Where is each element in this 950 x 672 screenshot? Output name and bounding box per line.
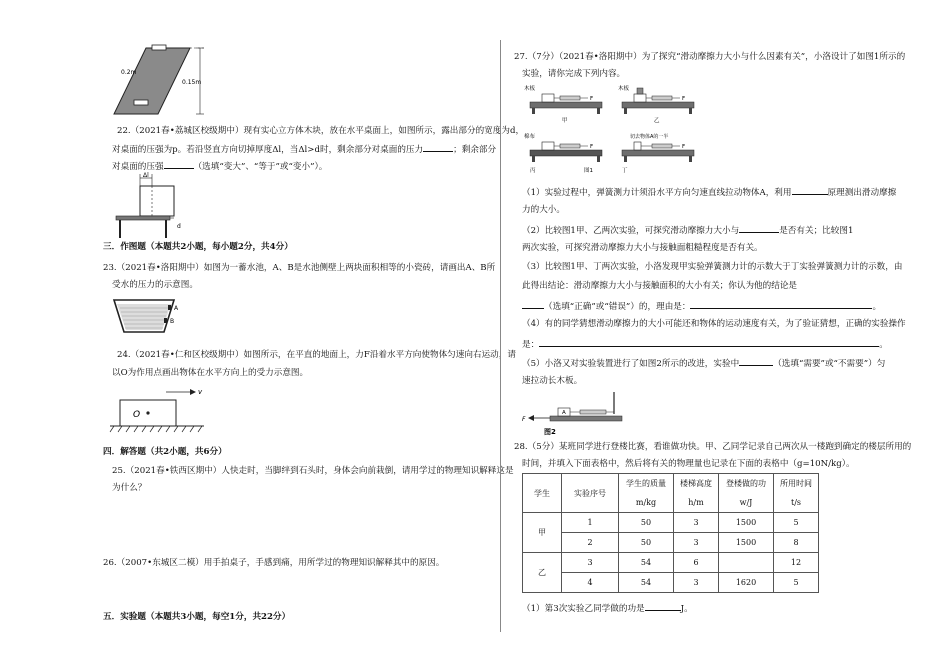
cell-work-empty[interactable] <box>719 553 774 573</box>
cell-mass: 54 <box>619 573 674 593</box>
label-fig2: 图2 <box>544 428 556 436</box>
q27-line1: 27.（7分）（2021春•洛阳期中）为了探究“滑动摩擦力大小与什么因素有关”，小洛设计了如图1所示的 <box>514 52 906 62</box>
label-f-2: F <box>682 96 686 102</box>
label-fig1: 图1 <box>584 168 593 174</box>
label-f: F <box>522 416 526 423</box>
q28-line2: 时间，并填入下面表格中，然后将有关的物理量也记录在下面的表格中（g=10N/kg）。 <box>522 459 855 469</box>
q27-p3-line3: （选填“正确”或“错误”）的，理由是： 。 <box>522 299 881 313</box>
q25-line1: 25.（2021春•铁西区期中）人快走时，当脚绊到石头时，身体会向前栽倒，请用学过的物理知识解释这是 <box>112 466 514 476</box>
header-mass: 学生的质量 <box>619 474 674 494</box>
table-row <box>523 513 819 533</box>
section-3-heading: 三．作图题（本题共2小题，每小题2分，共4分） <box>103 242 293 252</box>
q27-line2: 实验，请你完成下列内容。 <box>522 69 626 79</box>
label-o: O <box>133 410 141 420</box>
q27-p1-line2: 力的大小。 <box>522 205 565 215</box>
cube-table-figure <box>112 172 192 242</box>
q23-line1: 23.（2021春•洛阳期中）如图为一蓄水池，A、B是水池侧壁上两块面积相等的小瓷砖，请画出A、B所 <box>103 263 496 273</box>
cell-trial: 3 <box>562 553 619 573</box>
q22-line2: 对桌面的压强为p。若沿竖直方向切掉厚度Δl，当Δl>d时，剩余部分对桌面的压力 ；剩余部分 <box>112 142 496 156</box>
table-row <box>523 533 819 553</box>
label-yi: 乙 <box>654 118 660 124</box>
q27-blank-need[interactable] <box>739 356 773 366</box>
label-a: A <box>174 305 179 312</box>
label-v: v <box>198 388 203 396</box>
inclined-block-figure <box>112 40 212 120</box>
unit-mass: m/kg <box>619 493 674 513</box>
block-ground-figure <box>108 386 208 440</box>
unit-height: h/m <box>674 493 719 513</box>
cell-mass: 50 <box>619 513 674 533</box>
label-cut-half: 切去物体A的一半 <box>630 134 669 140</box>
table-row <box>523 573 819 593</box>
label-0-15m: 0.15m <box>182 79 202 86</box>
q23-line2: 受水的压力的示意图。 <box>112 280 198 290</box>
cell-mass: 50 <box>619 533 674 553</box>
cell-work: 1620 <box>719 573 774 593</box>
q22-line3: 对桌面的压强 （选填“变大”、“等于”或“变小”）。 <box>112 159 327 173</box>
q25-line2: 为什么？ <box>112 483 147 493</box>
q27-blank-principle[interactable] <box>792 185 828 195</box>
cell-trial: 4 <box>562 573 619 593</box>
cell-work: 1500 <box>719 513 774 533</box>
table-row <box>523 553 819 573</box>
label-jia: 甲 <box>562 118 568 124</box>
q27-p2-line1: （2）比较图1甲、乙两次实验，可探究滑动摩擦力大小与 是否有关；比较图1 <box>522 223 853 237</box>
q24-line2: 以O为作用点画出物体在水平方向上的受力示意图。 <box>112 368 309 378</box>
q27-p1-line1: （1）实验过程中，弹簧测力计须沿水平方向匀速直线拉动物体A，利用 原理测出滑动摩擦 <box>522 185 896 199</box>
cell-time: 5 <box>774 573 819 593</box>
label-a: A <box>562 410 566 416</box>
student-yi: 乙 <box>523 553 562 593</box>
cell-mass: 54 <box>619 553 674 573</box>
label-wood-1: 木板 <box>524 86 536 92</box>
cell-height: 3 <box>674 573 719 593</box>
friction-experiment-figure-2 <box>522 388 632 436</box>
q27-p3-line2: 此得出结论：滑动摩擦力大小与接触面积的大小有关；你认为他的结论是 <box>522 281 798 291</box>
cell-height: 6 <box>674 553 719 573</box>
stair-climbing-table <box>522 473 819 593</box>
label-wood-2: 木板 <box>618 86 630 92</box>
q27-p2-line2: 两次实验，可探究滑动摩擦力大小与接触面粗糙程度是否有关。 <box>522 243 763 253</box>
section-5-heading: 五．实验题（本题共3小题，每空1分，共22分） <box>103 612 291 622</box>
unit-work: w/J <box>719 493 774 513</box>
water-tank-figure <box>112 294 182 336</box>
header-student: 学生 <box>523 474 562 513</box>
label-f-1: F <box>590 96 594 102</box>
q27-blank-correct[interactable] <box>522 299 544 309</box>
section-4-heading: 四．解答题（共2小题，共6分） <box>103 447 227 457</box>
q22-blank-pressure[interactable] <box>164 159 194 169</box>
label-cotton: 棉布 <box>524 134 536 140</box>
unit-time: t/s <box>774 493 819 513</box>
q22-line1: 22.（2021春•荔城区校级期中）现有实心立方体木块，放在水平桌面上，如图所示，露出部分的宽度为d， <box>117 126 525 136</box>
header-trial: 实验序号 <box>562 474 619 513</box>
q26-line1: 26.（2007•东城区二模）用手拍桌子，手感到痛，用所学过的物理知识解释其中的原因。 <box>103 558 445 568</box>
q27-blank-reason[interactable] <box>690 299 872 309</box>
table-header-row <box>523 474 819 494</box>
q27-blank-operation[interactable] <box>539 337 879 347</box>
cell-time: 8 <box>774 533 819 553</box>
student-jia: 甲 <box>523 513 562 553</box>
q24-line1: 24.（2021春•仁和区校级期中）如图所示，在平直的地面上，力F沿着水平方向使物体匀速向右运动，请 <box>117 350 516 360</box>
q28-line1: 28.（5分）某班同学进行登楼比赛，看谁做功快。甲、乙同学记录自己两次从一楼跑到确定的楼层所用的 <box>514 442 912 452</box>
header-work: 登楼做的功 <box>719 474 774 494</box>
label-bing: 丙 <box>530 168 536 174</box>
cell-trial: 2 <box>562 533 619 553</box>
q27-blank-factor[interactable] <box>739 223 779 233</box>
label-ding: 丁 <box>622 168 628 174</box>
q28-blank-work[interactable] <box>645 601 681 611</box>
label-b: B <box>170 318 175 325</box>
q27-p4-line2: 是： 。 <box>522 337 888 351</box>
label-f-3: F <box>590 144 594 150</box>
q27-p5-line2: 速拉动长木板。 <box>522 376 583 386</box>
label-delta-l: Δl <box>143 172 149 179</box>
cell-time: 5 <box>774 513 819 533</box>
column-divider <box>500 40 501 632</box>
header-time: 所用时间 <box>774 474 819 494</box>
q27-p4-line1: （4）有的同学猜想滑动摩擦力的大小可能还和物体的运动速度有关，为了验证猜想，正确的实验操作 <box>522 319 906 329</box>
q27-p3-line1: （3）比较图1甲、丁两次实验，小洛发现甲实验弹簧测力计的示数大于丁实验弹簧测力计的示数，由 <box>522 262 903 272</box>
q28-sub1: （1）第3次实验乙同学做的功是 J。 <box>522 601 693 615</box>
label-0-2m: 0.2m <box>121 69 137 76</box>
cell-trial: 1 <box>562 513 619 533</box>
friction-experiment-figure-1 <box>522 82 708 176</box>
cell-height: 3 <box>674 533 719 553</box>
cell-work: 1500 <box>719 533 774 553</box>
cell-time: 12 <box>774 553 819 573</box>
label-f-4: F <box>682 144 686 150</box>
label-d: d <box>177 223 181 230</box>
q27-p5-line1: （5）小洛又对实验装置进行了如图2所示的改进，实验中 （选填“需要”或“不需要”）匀 <box>522 356 885 370</box>
header-height: 楼梯高度 <box>674 474 719 494</box>
q22-blank-pressure-force[interactable] <box>423 142 453 152</box>
cell-height: 3 <box>674 513 719 533</box>
